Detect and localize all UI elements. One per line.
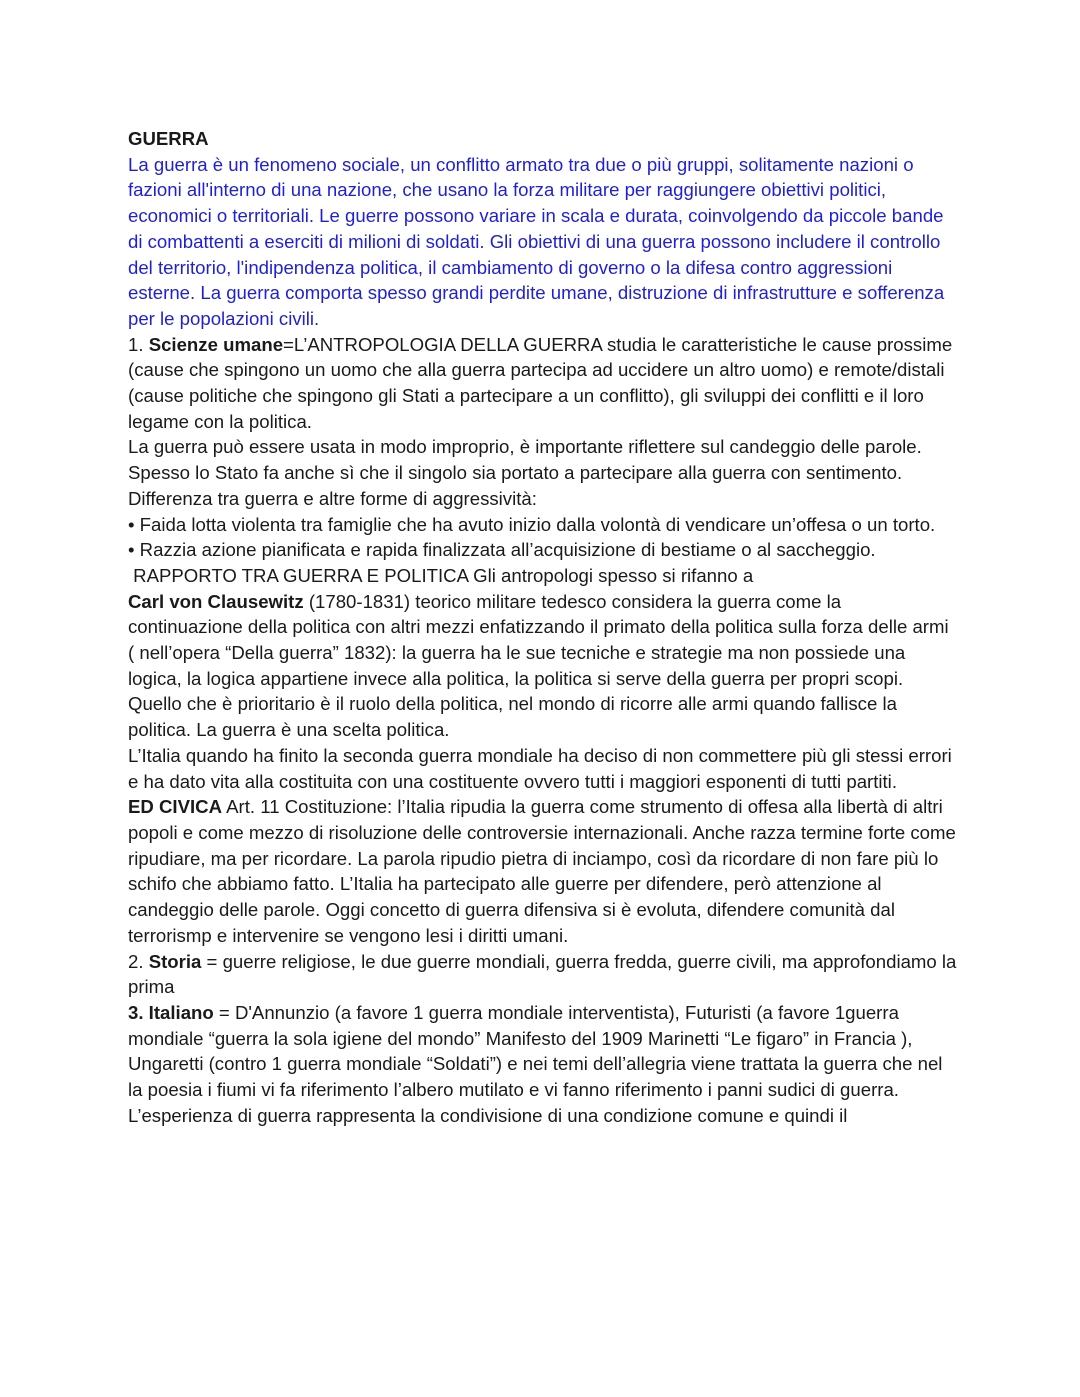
section-label: 3. Italiano bbox=[128, 1001, 214, 1023]
section-label: Storia bbox=[148, 950, 202, 972]
paragraph-clausewitz bbox=[128, 589, 958, 692]
section-italiano bbox=[128, 1000, 958, 1129]
clausewitz-text: (1780-1831) teorico militare tedesco considera la guerra come la continuazione della politica con altri mezzi enfatizzando il primato della politica sulla forza delle armi ( nell’opera “Della guerra” 1832): la guerra ha le sue tecniche e strategie ma non possiede una logica, la logica appartiene invece alla politica, la politica si serve della guerra per propri scopi. bbox=[128, 590, 949, 689]
bullet-razzia: • Razzia azione pianificata e rapida finalizzata all’acquisizione di bestiame o al saccheggio. bbox=[128, 539, 876, 561]
section-ed-civica bbox=[128, 794, 958, 948]
paragraph-differenza: Differenza tra guerra e altre forme di aggressività: bbox=[128, 487, 537, 509]
section-text: = guerre religiose, le due guerre mondiali, guerra fredda, guerre civili, ma approfondiamo la prima bbox=[128, 950, 957, 998]
paragraph-candeggio: La guerra può essere usata in modo improprio, è importante riflettere sul candeggio delle parole. Spesso lo Stato fa anche sì che il singolo sia portato a partecipare alla guerra con sentimento. bbox=[128, 436, 922, 484]
page-title: GUERRA bbox=[128, 128, 209, 149]
section-text: =L’ANTROPOLOGIA DELLA GUERRA studia le caratteristiche le cause prossime (cause che spingono un uomo che alla guerra partecipa ad uccidere un altro uomo) e remote/distali (cause politiche che spingono gli Stati a partecipare a un conflitto), gli sviluppi dei conflitti e il loro legame con la politica. bbox=[128, 333, 953, 432]
section-number: 2. bbox=[128, 950, 149, 972]
paragraph-italia: L’Italia quando ha finito la seconda guerra mondiale ha deciso di non commettere più gli stessi errori e ha dato vita alla costituita con una costituente ovvero tutti i maggiori esponenti di tutti partiti. bbox=[128, 744, 952, 792]
paragraph-rapporto: RAPPORTO TRA GUERRA E POLITICA Gli antropologi spesso si rifanno a bbox=[128, 564, 754, 586]
bullet-faida: • Faida lotta violenta tra famiglie che ha avuto inizio dalla volontà di vendicare un’offesa o un torto. bbox=[128, 513, 936, 535]
civica-text: Art. 11 Costituzione: l’Italia ripudia la guerra come strumento di offesa alla libertà di altri popoli e come mezzo di risoluzione delle controversie internazionali. Anche razza termine forte come ripudiare, ma per ricordare. La parola ripudio pietra di inciampo, così da ricordare di non fare più lo schifo che abbiamo fatto. L’Italia ha partecipato alle guerre per difendere, però attenzione al candeggio delle parole. Oggi concetto di guerra difensiva si è evoluta, difendere comunità dal terrorismp e intervenire se vengono lesi i diritti umani. bbox=[128, 796, 956, 946]
paragraph-prioritario: Quello che è prioritario è il ruolo della politica, nel mondo di ricorre alle armi quando fallisce la politica. La guerra è una scelta politica. bbox=[128, 693, 897, 741]
section-scienze-umane bbox=[128, 332, 958, 435]
document-page bbox=[128, 126, 958, 1128]
intro-paragraph: La guerra è un fenomeno sociale, un conflitto armato tra due o più gruppi, solitamente nazioni o fazioni all'interno di una nazione, che usano la forza militare per raggiungere obiettivi politici, economici o territoriali. Le guerre possono variare in scala e durata, coinvolgendo da piccole bande di combattenti a eserciti di milioni di soldati. Gli obiettivi di una guerra possono includere il controllo del territorio, l'indipendenza politica, il cambiamento di governo o la difesa contro aggressioni esterne. La guerra comporta spesso grandi perdite umane, distruzione di infrastrutture e sofferenza per le popolazioni civili. bbox=[128, 153, 945, 329]
section-storia bbox=[128, 949, 958, 1000]
civica-label: ED CIVICA bbox=[128, 796, 223, 818]
section-label: Scienze umane bbox=[148, 333, 284, 355]
section-number: 1. bbox=[128, 333, 149, 355]
section-text: = D'Annunzio (a favore 1 guerra mondiale interventista), Futuristi (a favore 1guerra mondiale “guerra la sola igiene del mondo” Manifesto del 1909 Marinetti “Le figaro” in Francia ), Ungaretti (contro 1 guerra mondiale “Soldati”) e nei temi dell’allegria viene trattata la guerra che nel la poesia i fiumi vi fa riferimento l’albero mutilato e vi fanno riferimento i panni sudici di guerra. L’esperienza di guerra rappresenta la condivisione di una condizione comune e quindi il bbox=[128, 1001, 943, 1126]
clausewitz-name: Carl von Clausewitz bbox=[128, 590, 304, 612]
